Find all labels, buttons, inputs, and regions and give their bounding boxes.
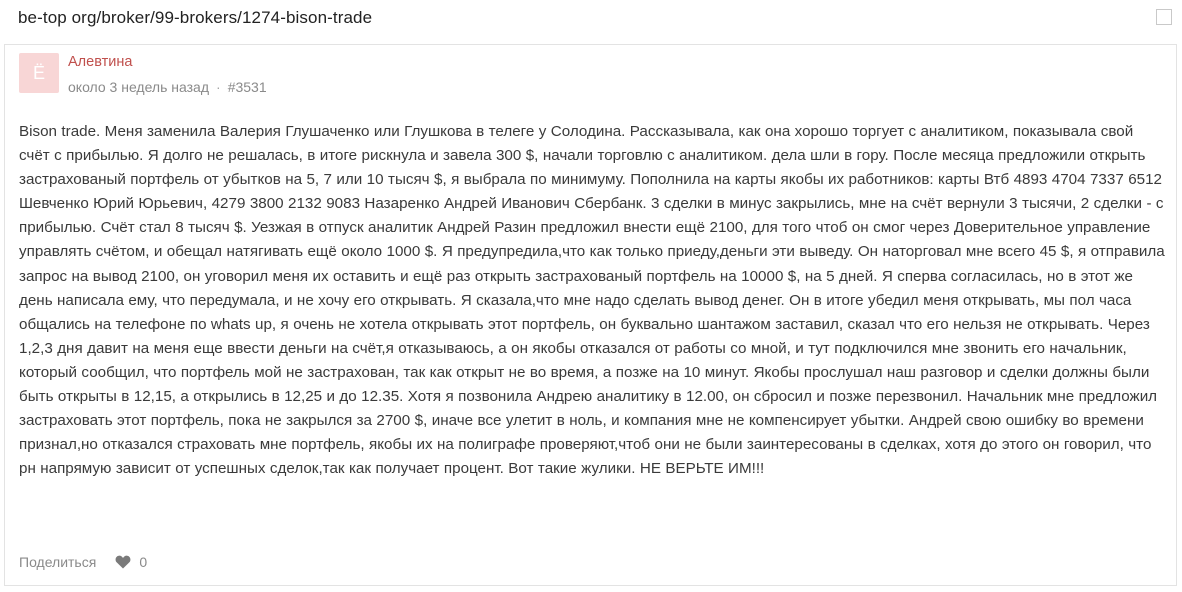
- meta-separator: ·: [216, 79, 221, 95]
- comment-footer: [19, 554, 147, 570]
- comment-author[interactable]: Алевтина: [68, 54, 133, 70]
- share-button[interactable]: Поделиться: [19, 554, 97, 570]
- comment-meta: [68, 79, 267, 95]
- heart-icon[interactable]: [115, 555, 131, 569]
- comment-id-link[interactable]: #3531: [227, 79, 267, 95]
- comment-text: Bison trade. Меня заменила Валерия Глушаченко или Глушкова в телеге у Солодина. Рассказывала, как она хорошо торгует с аналитиком, показывала свой счёт с прибылью. Я долго не решалась, в итоге рискнула и завела 300 $, начали торговлю с аналитиком. дела шли в гору. После месяца предложили открыть застрахованый портфель от убытков на 5, 7 или 10 тысяч $, я выбрала по минимуму. Пополнила на карты якобы их работников: карты Втб 4893 4704 7337 6512 Шевченко Юрий Юрьевич, 4279 3800 2132 9083 Назаренко Андрей Иванович Сбербанк. 3 сделки в минус закрылись, мне на счёт вернули 3 тысячи, 2 сделки - с прибылью. Счёт стал 8 тысяч $. Уезжая в отпуск аналитик Андрей Разин предложил внести ещё 2100, для того чтоб он смог через Доверительное управление управлять счётом, и обещал натягивать ещё около 1000 $. Я предупредила,что как только приеду,деньги эти выведу. Он наторговал мне всего 45 $, я отправила запрос на вывод 2100, он уговорил меня их оставить и ещё раз открыть застрахованый портфель на 10000 $, на 5 дней. Я сперва согласилась, но в этот же день написала ему, что передумала, и не хочу его открывать. Я сказала,что мне надо сделать вывод денег. Он в итоге убедил меня открывать, мы пол часа общались на телефоне по whats up, я очень не хотела открывать этот портфель, он буквально шантажом заставил, сказал что его нельзя не открывать. Через 1,2,3 дня давит на меня еще ввести деньги на счёт,я отказываюсь, а он якобы отказался от работы со мной, и тут подключился мне звонить его начальник, который сообщил, что портфель мой не застрахован, так как открыт не во время, а позже на 10 минут. Якобы прослушал наш разговор и сделки должны были быть открыты в 12,15, а открылись в 12,25 и до 12.35. Хотя я позвонила Андрею аналитику в 12.00, он сбросил и позже перезвонил. Начальник мне предложил застраховать этот портфель, пока не закрылся за 2700 $, иначе все улетит в ноль, и компания мне не компенсирует убытки. Андрей свою ошибку во времени признал,но отказался страховать мне портфель, якобы их на полиграфе проверяют,чтоб они не были заинтересованы в сделках, хотя до этого он говорил, что рн напрямую зависит от успешных сделок,так как получает процент. Вот такие жулики. НЕ ВЕРЬТЕ ИМ!!!: [19, 123, 1165, 478]
- comment-timestamp[interactable]: около 3 недель назад: [68, 79, 210, 95]
- like-count: 0: [139, 554, 148, 570]
- address-bar-url[interactable]: be-top org/broker/99-brokers/1274-bison-trade: [18, 8, 373, 27]
- window-control-box[interactable]: [1156, 9, 1172, 25]
- comment-card: [4, 44, 1177, 586]
- avatar[interactable]: Ё: [19, 53, 59, 93]
